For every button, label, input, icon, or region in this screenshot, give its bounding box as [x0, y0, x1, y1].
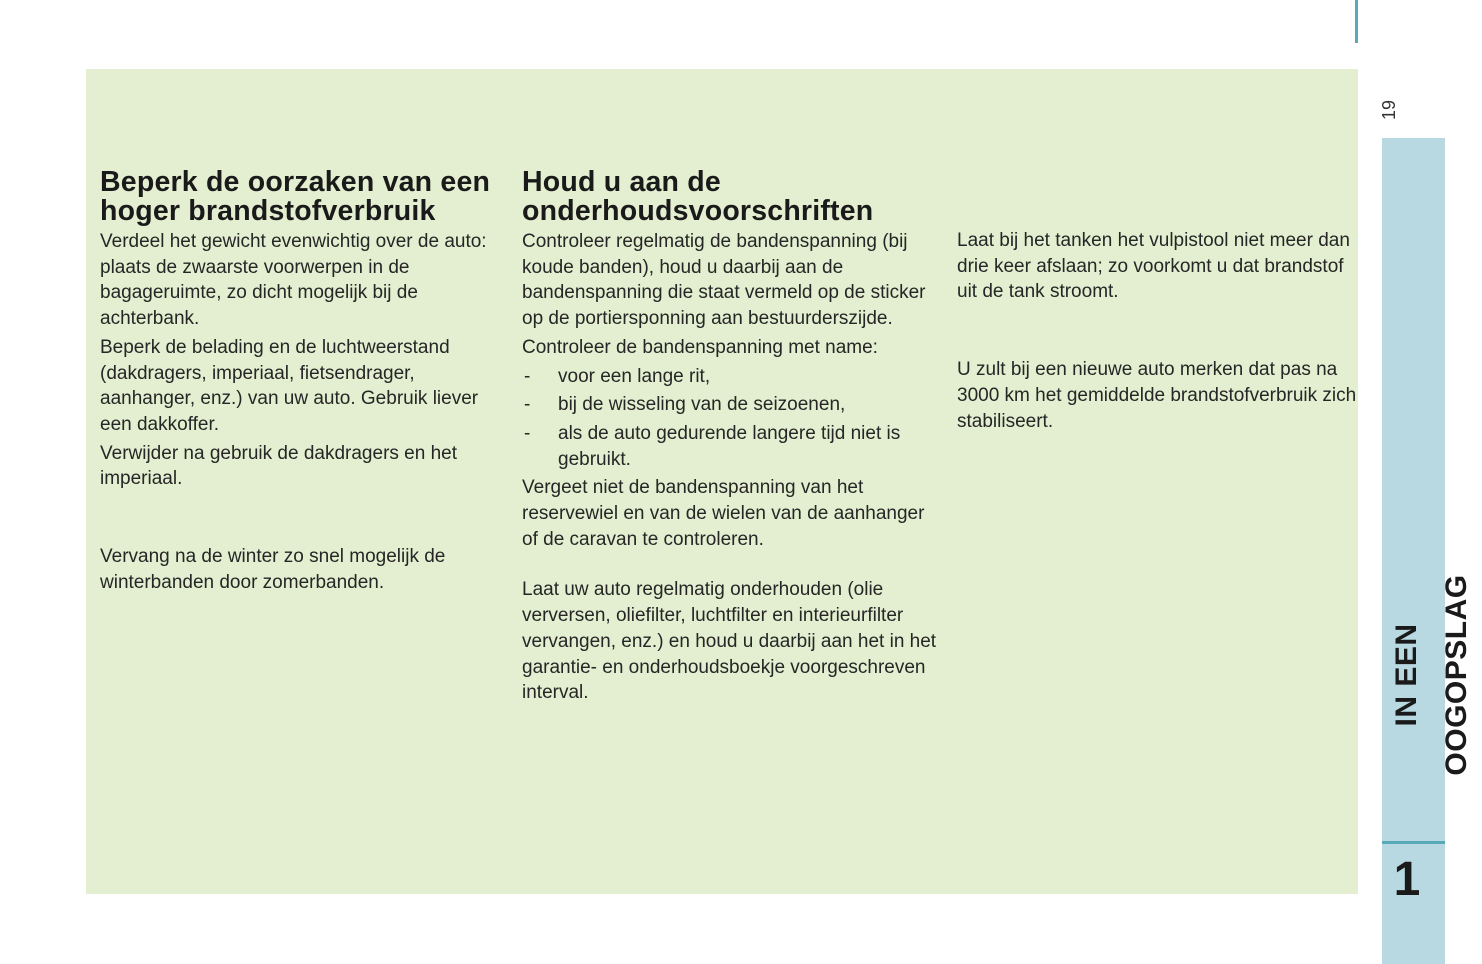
paragraph: Verdeel het gewicht evenwichtig over de auto: plaats de zwaarste voorwerpen in de bagageruimte, zo dicht mogelijk bij de achterbank.: [100, 231, 487, 330]
paragraph: Verwijder na gebruik de dakdragers en het imperiaal.: [100, 442, 458, 490]
column-tips: [957, 228, 1357, 437]
chapter-rule: [1382, 841, 1445, 844]
list-item: - als de auto gedurende langere tijd niet is gebruikt.: [522, 421, 942, 472]
heading-fuel-consumption: Beperk de oorzaken van een hoger brandstofverbruik: [100, 166, 491, 227]
top-rule: [1355, 0, 1358, 43]
chapter-title: IN EEN OOGOPSLAG: [1390, 574, 1473, 776]
list-item: - bij de wisseling van de seizoenen,: [522, 392, 942, 418]
paragraph: Beperk de belading en de luchtweerstand (dakdragers, imperiaal, fietsendrager, aanhanger, enz.) van uw auto. Gebruik liever een dakkoffer.: [100, 336, 479, 435]
bullet-list: [522, 364, 942, 473]
paragraph: Vervang na de winter zo snel mogelijk de winterbanden door zomerbanden.: [100, 546, 446, 593]
paragraph: Controleer regelmatig de bandenspanning (bij koude banden), houd u daarbij aan de bandenspanning die staat vermeld op de sticker op de portiersponning aan bestuurderszijde.: [522, 231, 926, 330]
page-number: 19: [1379, 99, 1399, 121]
chapter-number: 1: [1393, 853, 1421, 906]
content-panel: [86, 69, 1358, 894]
list-item: - voor een lange rit,: [522, 364, 942, 390]
paragraph: Laat bij het tanken het vulpistool niet meer dan drie keer afslaan; zo voorkomt u dat brandstof uit de tank stroomt.: [957, 230, 1350, 303]
paragraph: Vergeet niet de bandenspanning van het reservewiel en van de wielen van de aanhanger of de caravan te controleren.: [522, 477, 925, 550]
paragraph: Laat uw auto regelmatig onderhouden (olie verversen, oliefilter, luchtfilter en interieurfilter vervangen, enz.) en houd u daarbij aan het in het garantie- en onderhoudsboekje voorgeschreven interval.: [522, 579, 937, 704]
heading-maintenance: Houd u aan de onderhoudsvoorschriften: [522, 166, 874, 227]
column-fuel-consumption: [100, 168, 500, 598]
paragraph: Controleer de bandenspanning met name:: [522, 336, 878, 358]
paragraph: U zult bij een nieuwe auto merken dat pas na 3000 km het gemiddelde brandstofverbruik zich stabiliseert.: [957, 359, 1357, 432]
column-maintenance: [522, 168, 942, 709]
